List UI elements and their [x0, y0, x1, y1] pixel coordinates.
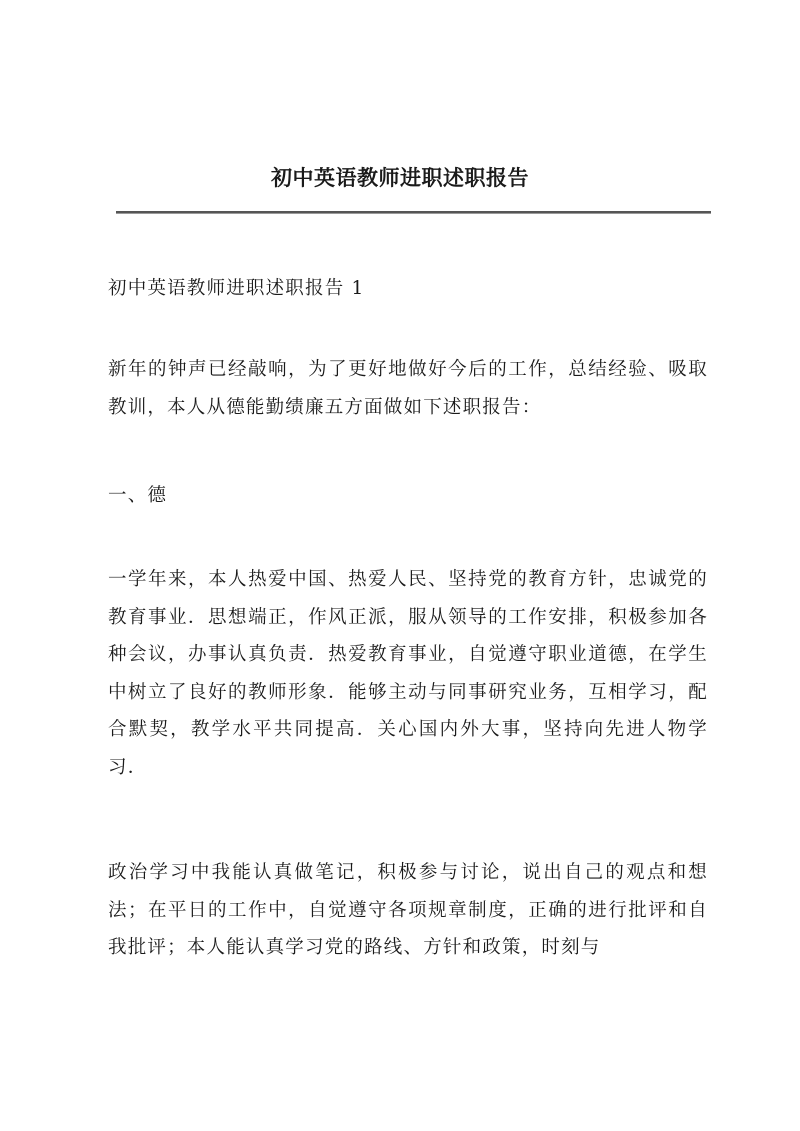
body-paragraph-2: 政治学习中我能认真做笔记，积极参与讨论，说出自己的观点和想法；在平日的工作中，自觉遵守各项规章制度，正确的进行批评和自我批评；本人能认真学习党的路线、方针和政策，时刻与 — [108, 862, 708, 958]
body-paragraph-1: 一学年来，本人热爱中国、热爱人民、坚持党的教育方针，忠诚党的教育事业．思想端正，作风正派，服从领导的工作安排，积极参加各种会议，办事认真负责．热爱教育事业，自觉遵守职业道德，在学生中树立了良好的教师形象．能够主动与同事研究业务，互相学习，配合默契，教学水平共同提高．关心国内外大事，坚持向先进人物学习． — [108, 569, 708, 778]
title-divider — [116, 211, 711, 214]
intro-paragraph: 新年的钟声已经敲响，为了更好地做好今后的工作，总结经验、吸取教训，本人从德能勤绩廉五方面做如下述职报告： — [108, 359, 708, 418]
report-subtitle: 初中英语教师进职述职报告 1 — [108, 278, 365, 299]
document-title: 初中英语教师进职述职报告 — [271, 165, 529, 190]
section-heading: 一、德 — [108, 485, 168, 506]
